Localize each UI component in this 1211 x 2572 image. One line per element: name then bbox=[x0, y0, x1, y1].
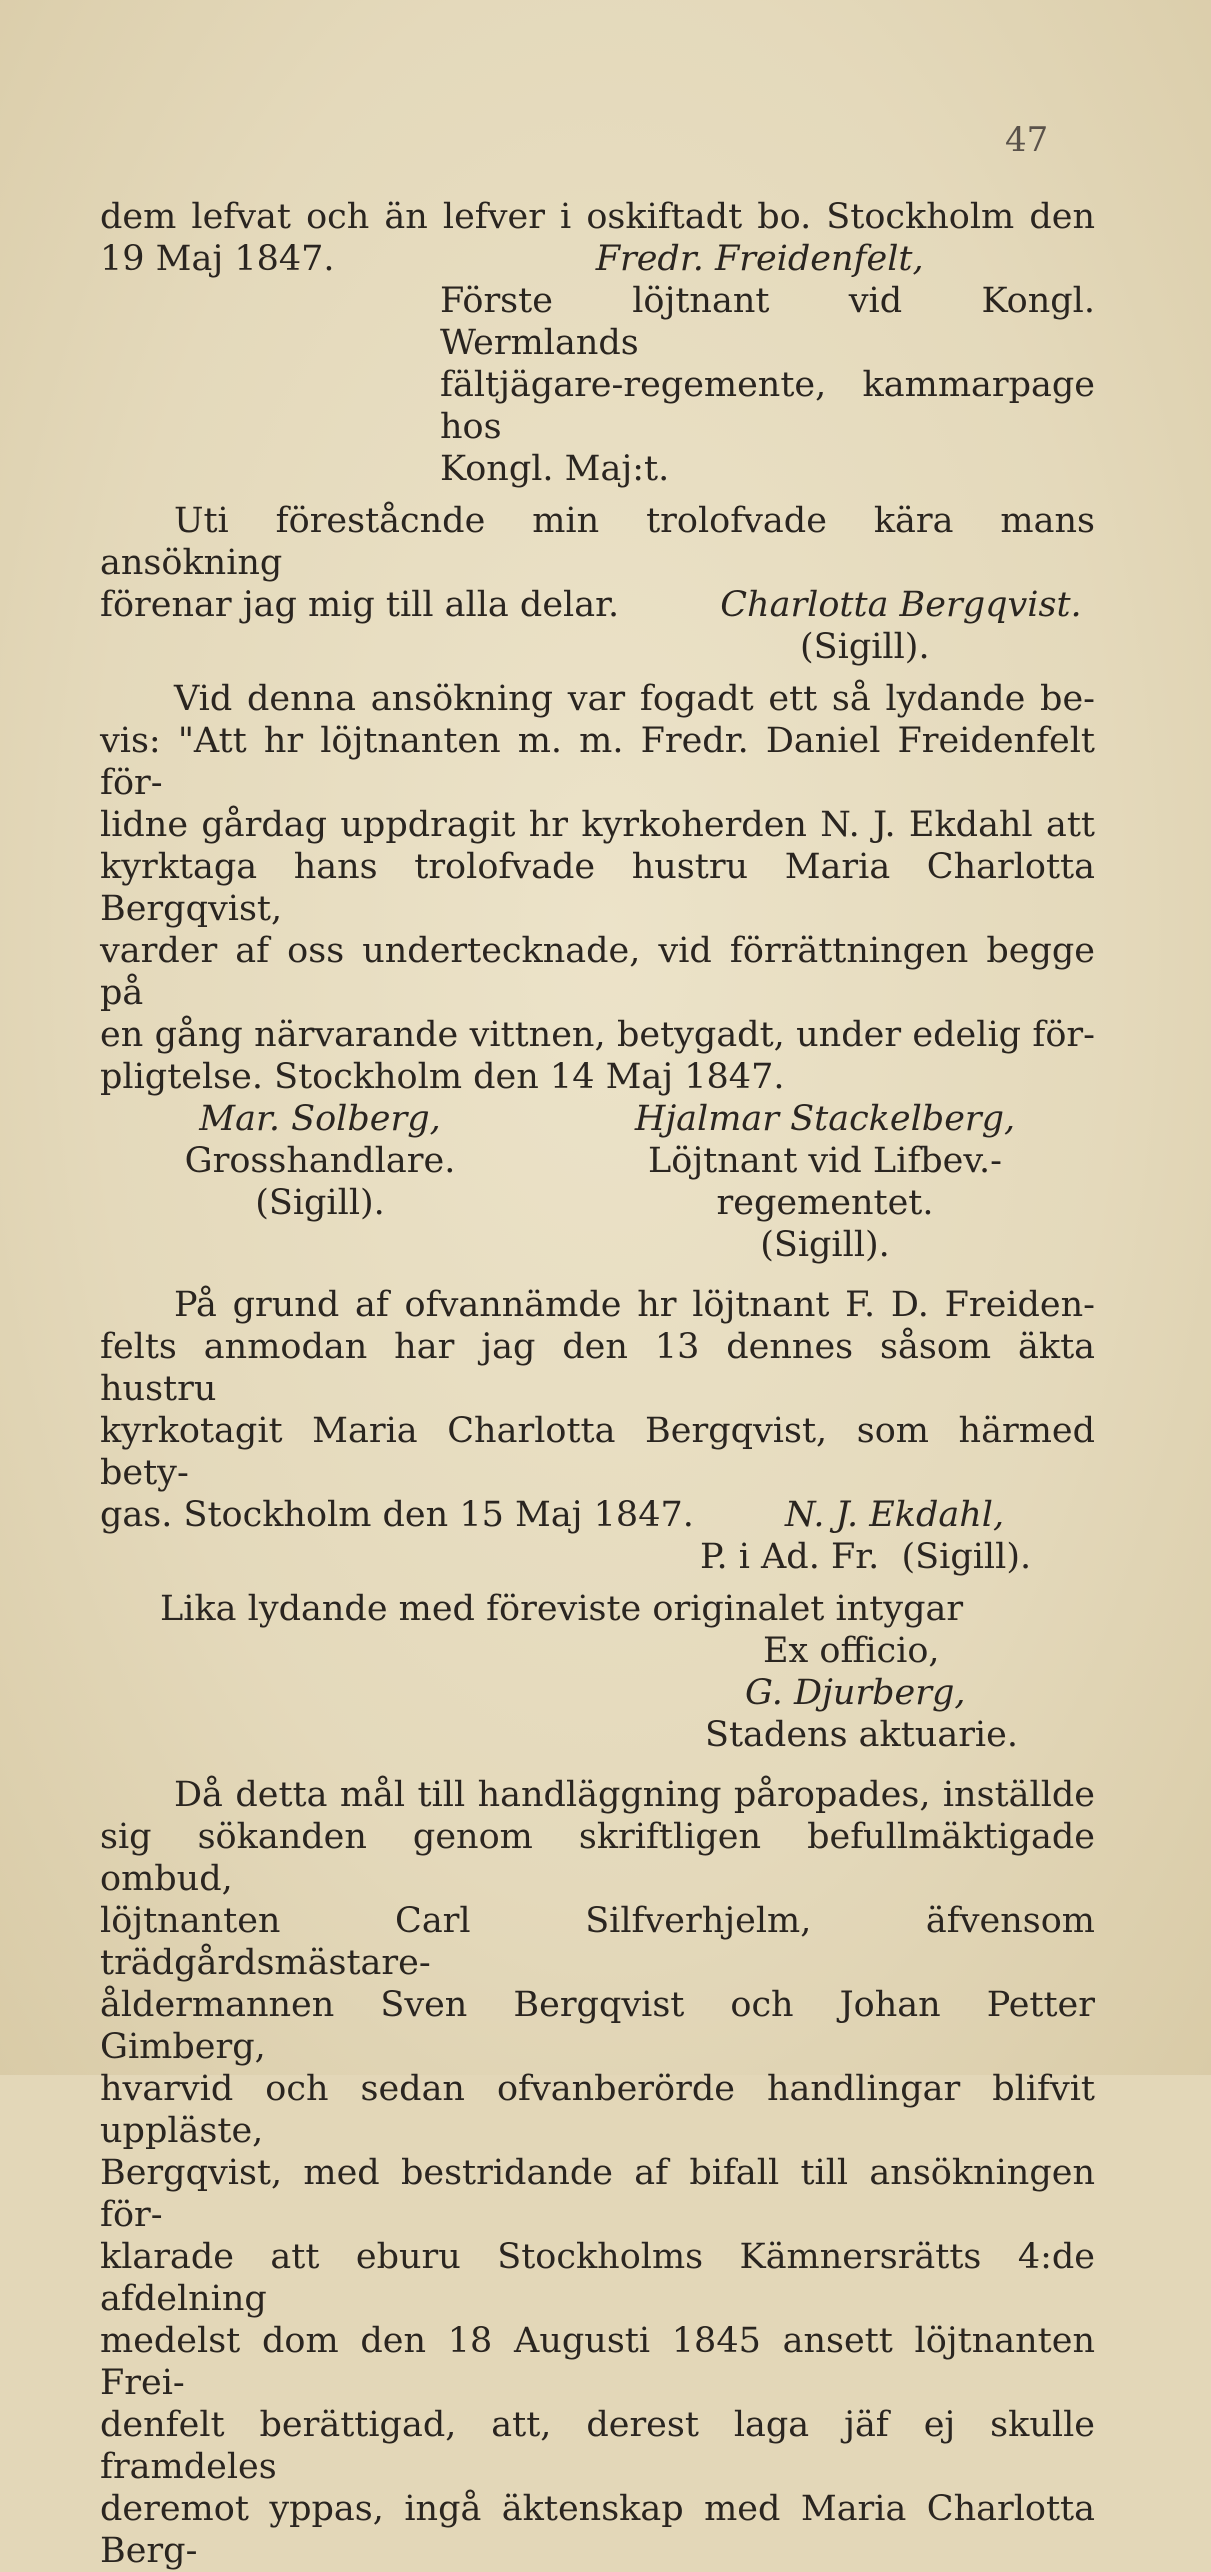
signature-bergqvist: Charlotta Bergqvist. bbox=[720, 585, 1082, 625]
text-line: hvarvid och sedan ofvanberörde handlingar blifvit uppläste, bbox=[100, 2069, 1095, 2151]
signature-solberg: Mar. Solberg, bbox=[199, 1099, 441, 1139]
text-line: fältjägare-regemente, kammarpage hos bbox=[440, 365, 1095, 447]
seal-text: (Sigill). bbox=[255, 1183, 385, 1223]
witness-signatures bbox=[100, 1098, 1095, 1266]
text-line: P. i Ad. Fr. (Sigill). bbox=[700, 1537, 1032, 1577]
text-line: kyrktaga hans trolofvade hustru Maria Charlotta Bergqvist, bbox=[100, 847, 1095, 929]
text-line: deremot yppas, ingå äktenskap med Maria Charlotta Berg- bbox=[100, 2489, 1095, 2571]
witness-title: Löjtnant vid Lifbev.-regementet. bbox=[648, 1141, 1002, 1223]
text-line-with-signature bbox=[100, 584, 1095, 626]
text-line: Ex officio, bbox=[763, 1631, 940, 1671]
seal-text: (Sigill). bbox=[800, 627, 930, 667]
text-line-with-signature bbox=[100, 1494, 1095, 1536]
text-line: löjtnanten Carl Silfverhjelm, äfvensom trädgårdsmästare- bbox=[100, 1901, 1095, 1983]
text-line: Lika lydande med föreviste originalet intygar bbox=[160, 1589, 964, 1629]
text-line: Förste löjtnant vid Kongl. Wermlands bbox=[440, 281, 1095, 363]
block-ekdahl-certificate bbox=[100, 1284, 1095, 1578]
seal-text: (Sigill). bbox=[760, 1225, 890, 1265]
text-line: lidne gårdag uppdragit hr kyrkoherden N. J. Ekdahl att bbox=[100, 805, 1095, 845]
block-freidenfelt-application bbox=[100, 196, 1095, 490]
witness-right bbox=[555, 1098, 1095, 1266]
text-line: denfelt berättigad, att, derest laga jäf ej skulle framdeles bbox=[100, 2405, 1095, 2487]
page-text bbox=[100, 196, 1095, 2572]
signature-ekdahl: N. J. Ekdahl, bbox=[785, 1495, 1005, 1535]
witness-title: Grosshandlare. bbox=[184, 1141, 456, 1181]
signature-freidenfelt: Fredr. Freidenfelt, bbox=[595, 239, 924, 279]
signature-stackelberg: Hjalmar Stackelberg, bbox=[634, 1099, 1016, 1139]
text-line: klarade att eburu Stockholms Kämnersrätts 4:de afdelning bbox=[100, 2237, 1095, 2319]
text-line: felts anmodan har jag den 13 dennes såsom äkta hustru bbox=[100, 1327, 1095, 1409]
block-court-proceedings bbox=[100, 1774, 1095, 2572]
block-certification bbox=[100, 1588, 1095, 1756]
consent-text: förenar jag mig till alla delar. bbox=[100, 585, 620, 625]
text-line: vis: "Att hr löjtnanten m. m. Fredr. Daniel Freidenfelt för- bbox=[100, 721, 1095, 803]
text-line-with-signature bbox=[100, 238, 1095, 280]
text-line: dem lefvat och än lefver i oskiftadt bo. Stockholm den bbox=[100, 197, 1095, 237]
witness-left bbox=[140, 1098, 500, 1266]
date-text: gas. Stockholm den 15 Maj 1847. bbox=[100, 1495, 694, 1535]
block-bergqvist-consent bbox=[100, 500, 1095, 668]
text-line: Uti föreståcnde min trolofvade kära mans ansökning bbox=[100, 501, 1095, 583]
text-line: pligtelse. Stockholm den 14 Maj 1847. bbox=[100, 1057, 785, 1097]
text-line: Då detta mål till handläggning påropades, inställde bbox=[174, 1775, 1095, 1815]
text-line: Vid denna ansökning var fogadt ett så lydande be- bbox=[174, 679, 1095, 719]
text-line: åldermannen Sven Bergqvist och Johan Petter Gimberg, bbox=[100, 1985, 1095, 2067]
text-line: Kongl. Maj:t. bbox=[440, 449, 670, 489]
text-line: medelst dom den 18 Augusti 1845 ansett löjtnanten Frei- bbox=[100, 2321, 1095, 2403]
date-text: 19 Maj 1847. bbox=[100, 239, 335, 279]
text-line: sig sökanden genom skriftligen befullmäktigade ombud, bbox=[100, 1817, 1095, 1899]
text-line: varder af oss undertecknade, vid förrättningen begge på bbox=[100, 931, 1095, 1013]
text-line: På grund af ofvannämde hr löjtnant F. D. Freiden- bbox=[174, 1285, 1095, 1325]
block-witness-certificate bbox=[100, 678, 1095, 1266]
text-line: kyrkotagit Maria Charlotta Bergqvist, som härmed bety- bbox=[100, 1411, 1095, 1493]
signature-djurberg: G. Djurberg, bbox=[745, 1673, 966, 1713]
text-line: en gång närvarande vittnen, betygadt, under edelig för- bbox=[100, 1015, 1095, 1055]
text-line: Bergqvist, med bestridande af bifall till ansökningen för- bbox=[100, 2153, 1095, 2235]
page-number: 47 bbox=[1005, 120, 1049, 160]
text-line: Stadens aktuarie. bbox=[705, 1715, 1018, 1755]
